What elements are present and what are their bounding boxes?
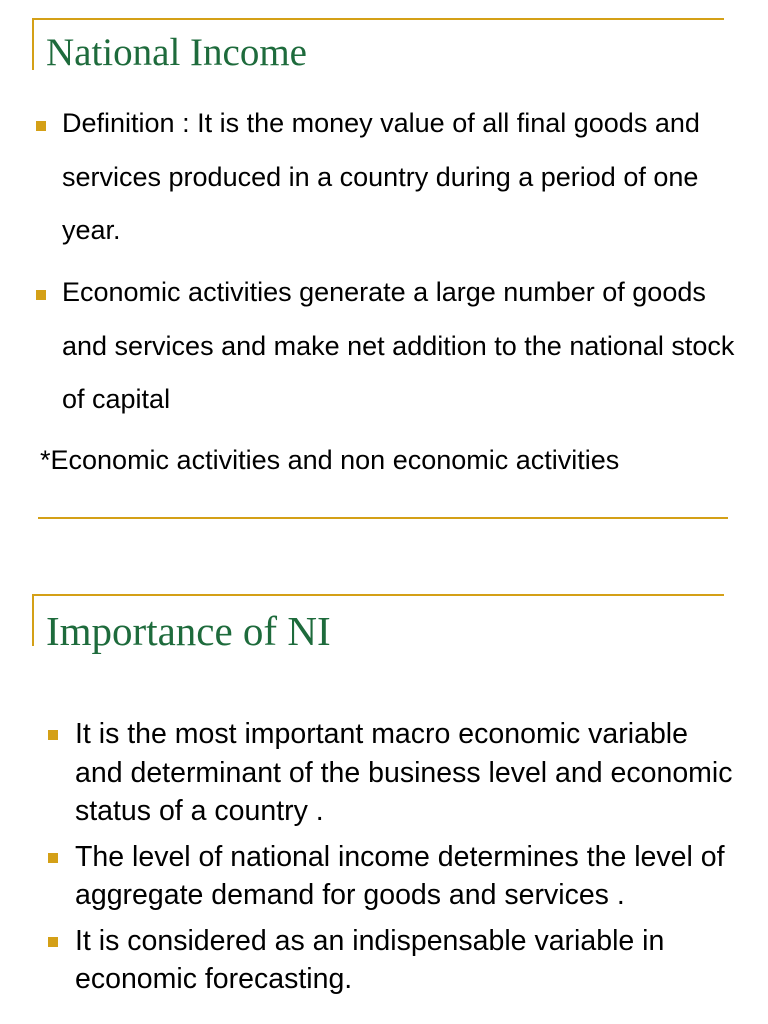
square-bullet-icon — [48, 853, 58, 863]
footnote: *Economic activities and non economic activities — [40, 445, 620, 475]
slide-title: Importance of NI — [46, 608, 331, 654]
list-item-text: It is considered as an indispensable variable in economic forecasting. — [75, 924, 665, 995]
square-bullet-icon — [36, 290, 46, 300]
list-item-text: It is the most important macro economic variable and determinant of the business level and economic status of a country . — [75, 718, 733, 827]
list-item — [48, 838, 738, 915]
list-item — [48, 715, 738, 831]
slide-importance-of-ni — [0, 576, 768, 1024]
economic-activities-bullet: Economic activities generate a large number of goods and services and make net addition to the national stock of capital — [62, 277, 735, 414]
definition-bullet: Definition : It is the money value of all final goods and services produced in a country during a period of one year. — [62, 108, 700, 245]
slide-bottom-rule — [38, 517, 728, 519]
importance-list — [48, 715, 738, 1006]
list-item — [48, 922, 738, 999]
square-bullet-icon — [36, 121, 46, 131]
list-item-text: The level of national income determines the level of aggregate demand for goods and services . — [75, 840, 725, 911]
square-bullet-icon — [48, 730, 58, 740]
square-bullet-icon — [48, 937, 58, 947]
slide-title: National Income — [46, 31, 307, 74]
